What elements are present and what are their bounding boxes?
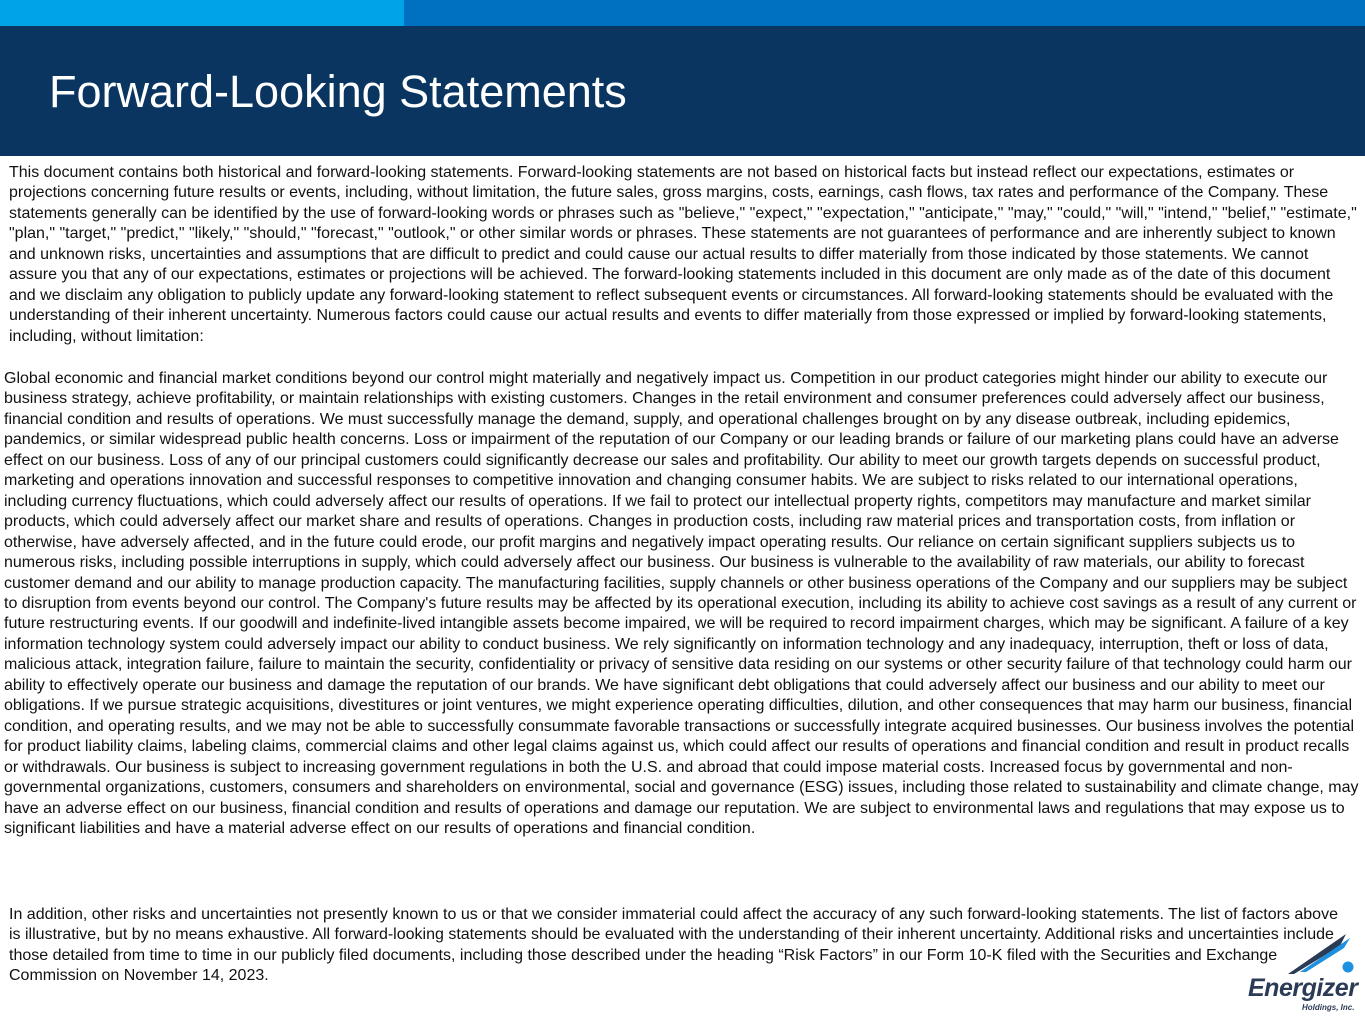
closing-paragraph: In addition, other risks and uncertainties not presently known to us or that we consider immaterial could affect the accuracy of any such forward-looking statements. The list of factors above is illustrative, but by no means exhaustive. All forward-looking statements should be evaluated with the understanding of their inherent uncertainty. Additional risks and uncertainties include those detailed from time to time in our publicly filed documents, including those described under the heading “Risk Factors” in our Form 10-K filed with the Securities and Exchange Commission on November 14, 2023. — [9, 906, 1338, 985]
logo-subtitle: Holdings, Inc. — [1302, 1003, 1355, 1012]
logo-wordmark: Energizer — [1248, 974, 1358, 1002]
energizer-logo — [1240, 928, 1360, 1020]
top-accent-stripe-light — [0, 0, 404, 26]
slide-title: Forward-Looking Statements — [49, 66, 627, 117]
risk-factors-paragraph: Global economic and financial market conditions beyond our control might materially and negatively impact us. Competition in our product categories might hinder our ability to execute our business strategy, achieve profitability, or maintain relationships with existing customers. Changes in the retail environment and consumer preferences could adversely affect our business, financial condition and results of operations. We must successfully manage the demand, supply, and operational challenges brought on by any disease outbreak, including epidemics, pandemics, or similar widespread public health concerns. Loss or impairment of the reputation of our Company or our leading brands or failure of our marketing plans could have an adverse effect on our business. Loss of any of our principal customers could significantly decrease our sales and profitability. Our ability to meet our growth targets depends on successful product, marketing and operations innovation and successful responses to competitive innovation and changing consumer habits. We are subject to risks related to our international operations, including currency fluctuations, which could adversely affect our results of operations. If we fail to protect our intellectual property rights, competitors may manufacture and market similar products, which could adversely affect our market share and results of operations. Changes in production costs, including raw material prices and transportation costs, from inflation or otherwise, have adversely affected, and in the future could erode, our profit margins and negatively impact operating results. Our reliance on certain significant suppliers subjects us to numerous risks, including possible interruptions in supply, which could adversely affect our business. Our business is vulnerable to the availability of raw materials, our ability to forecast customer demand and our ability to manage production capacity. The manufacturing facilities, supply channels or other business operations of the Company and our suppliers may be subject to disruption from events beyond our control. The Company's future results may be affected by its operational execution, including its ability to achieve cost savings as a result of any current or future restructuring events. If our goodwill and indefinite-lived intangible assets become impaired, we will be required to record impairment charges, which may be significant. A failure of a key information technology system could adversely impact our ability to conduct business. We rely significantly on information technology and any inadequacy, interruption, theft or loss of data, malicious attack, integration failure, failure to maintain the security, confidentiality or privacy of sensitive data residing on our systems or other security failure of that technology could harm our ability to effectively operate our business and damage the reputation of our brands. We have significant debt obligations that could adversely affect our business and our ability to meet our obligations. If we pursue strategic acquisitions, divestitures or joint ventures, we might experience operating difficulties, dilution, and other consequences that may harm our business, financial condition, and operating results, and we may not be able to successfully consummate favorable transactions or successfully integrate acquired businesses. Our business involves the potential for product liability claims, labeling claims, commercial claims and other legal claims against us, which could affect our results of operations and financial condition and result in product recalls or withdrawals. Our business is subject to increasing government regulations in both the U.S. and abroad that could impose material costs. Increased focus by governmental and non-governmental organizations, customers, consumers and shareholders on environmental, social and governance (ESG) issues, including those related to sustainability and climate change, may have an adverse effect on our business, financial condition and results of operations and damage our reputation. We are subject to environmental laws and regulations that may expose us to significant liabilities and have a material adverse effect on our results of operations and financial condition. — [4, 370, 1359, 837]
intro-paragraph: This document contains both historical and forward-looking statements. Forward-looking statements are not based on historical facts but instead reflect our expectations, estimates or projections concerning future results or events, including, without limitation, the future sales, gross margins, costs, earnings, cash flows, tax rates and performance of the Company. These statements generally can be identified by the use of forward-looking words or phrases such as "believe," "expect," "expectation," "anticipate," "may," "could," "will," "intend," "belief," "estimate," "plan," "target," "predict," "likely," "should," "forecast," "outlook," or other similar words or phrases. These statements are not guarantees of performance and are inherently subject to known and unknown risks, uncertainties and assumptions that are difficult to predict and could cause our actual results to differ materially from those indicated by those statements. We cannot assure you that any of our expectations, estimates or projections will be achieved. The forward-looking statements included in this document are only made as of the date of this document and we disclaim any obligation to publicly update any forward-looking statement to reflect subsequent events or circumstances. All forward-looking statements should be evaluated with the understanding of their inherent uncertainty. Numerous factors could cause our actual results and events to differ materially from those expressed or implied by forward-looking statements, including, without limitation: — [9, 164, 1357, 345]
energizer-swoosh-icon — [1280, 928, 1360, 976]
